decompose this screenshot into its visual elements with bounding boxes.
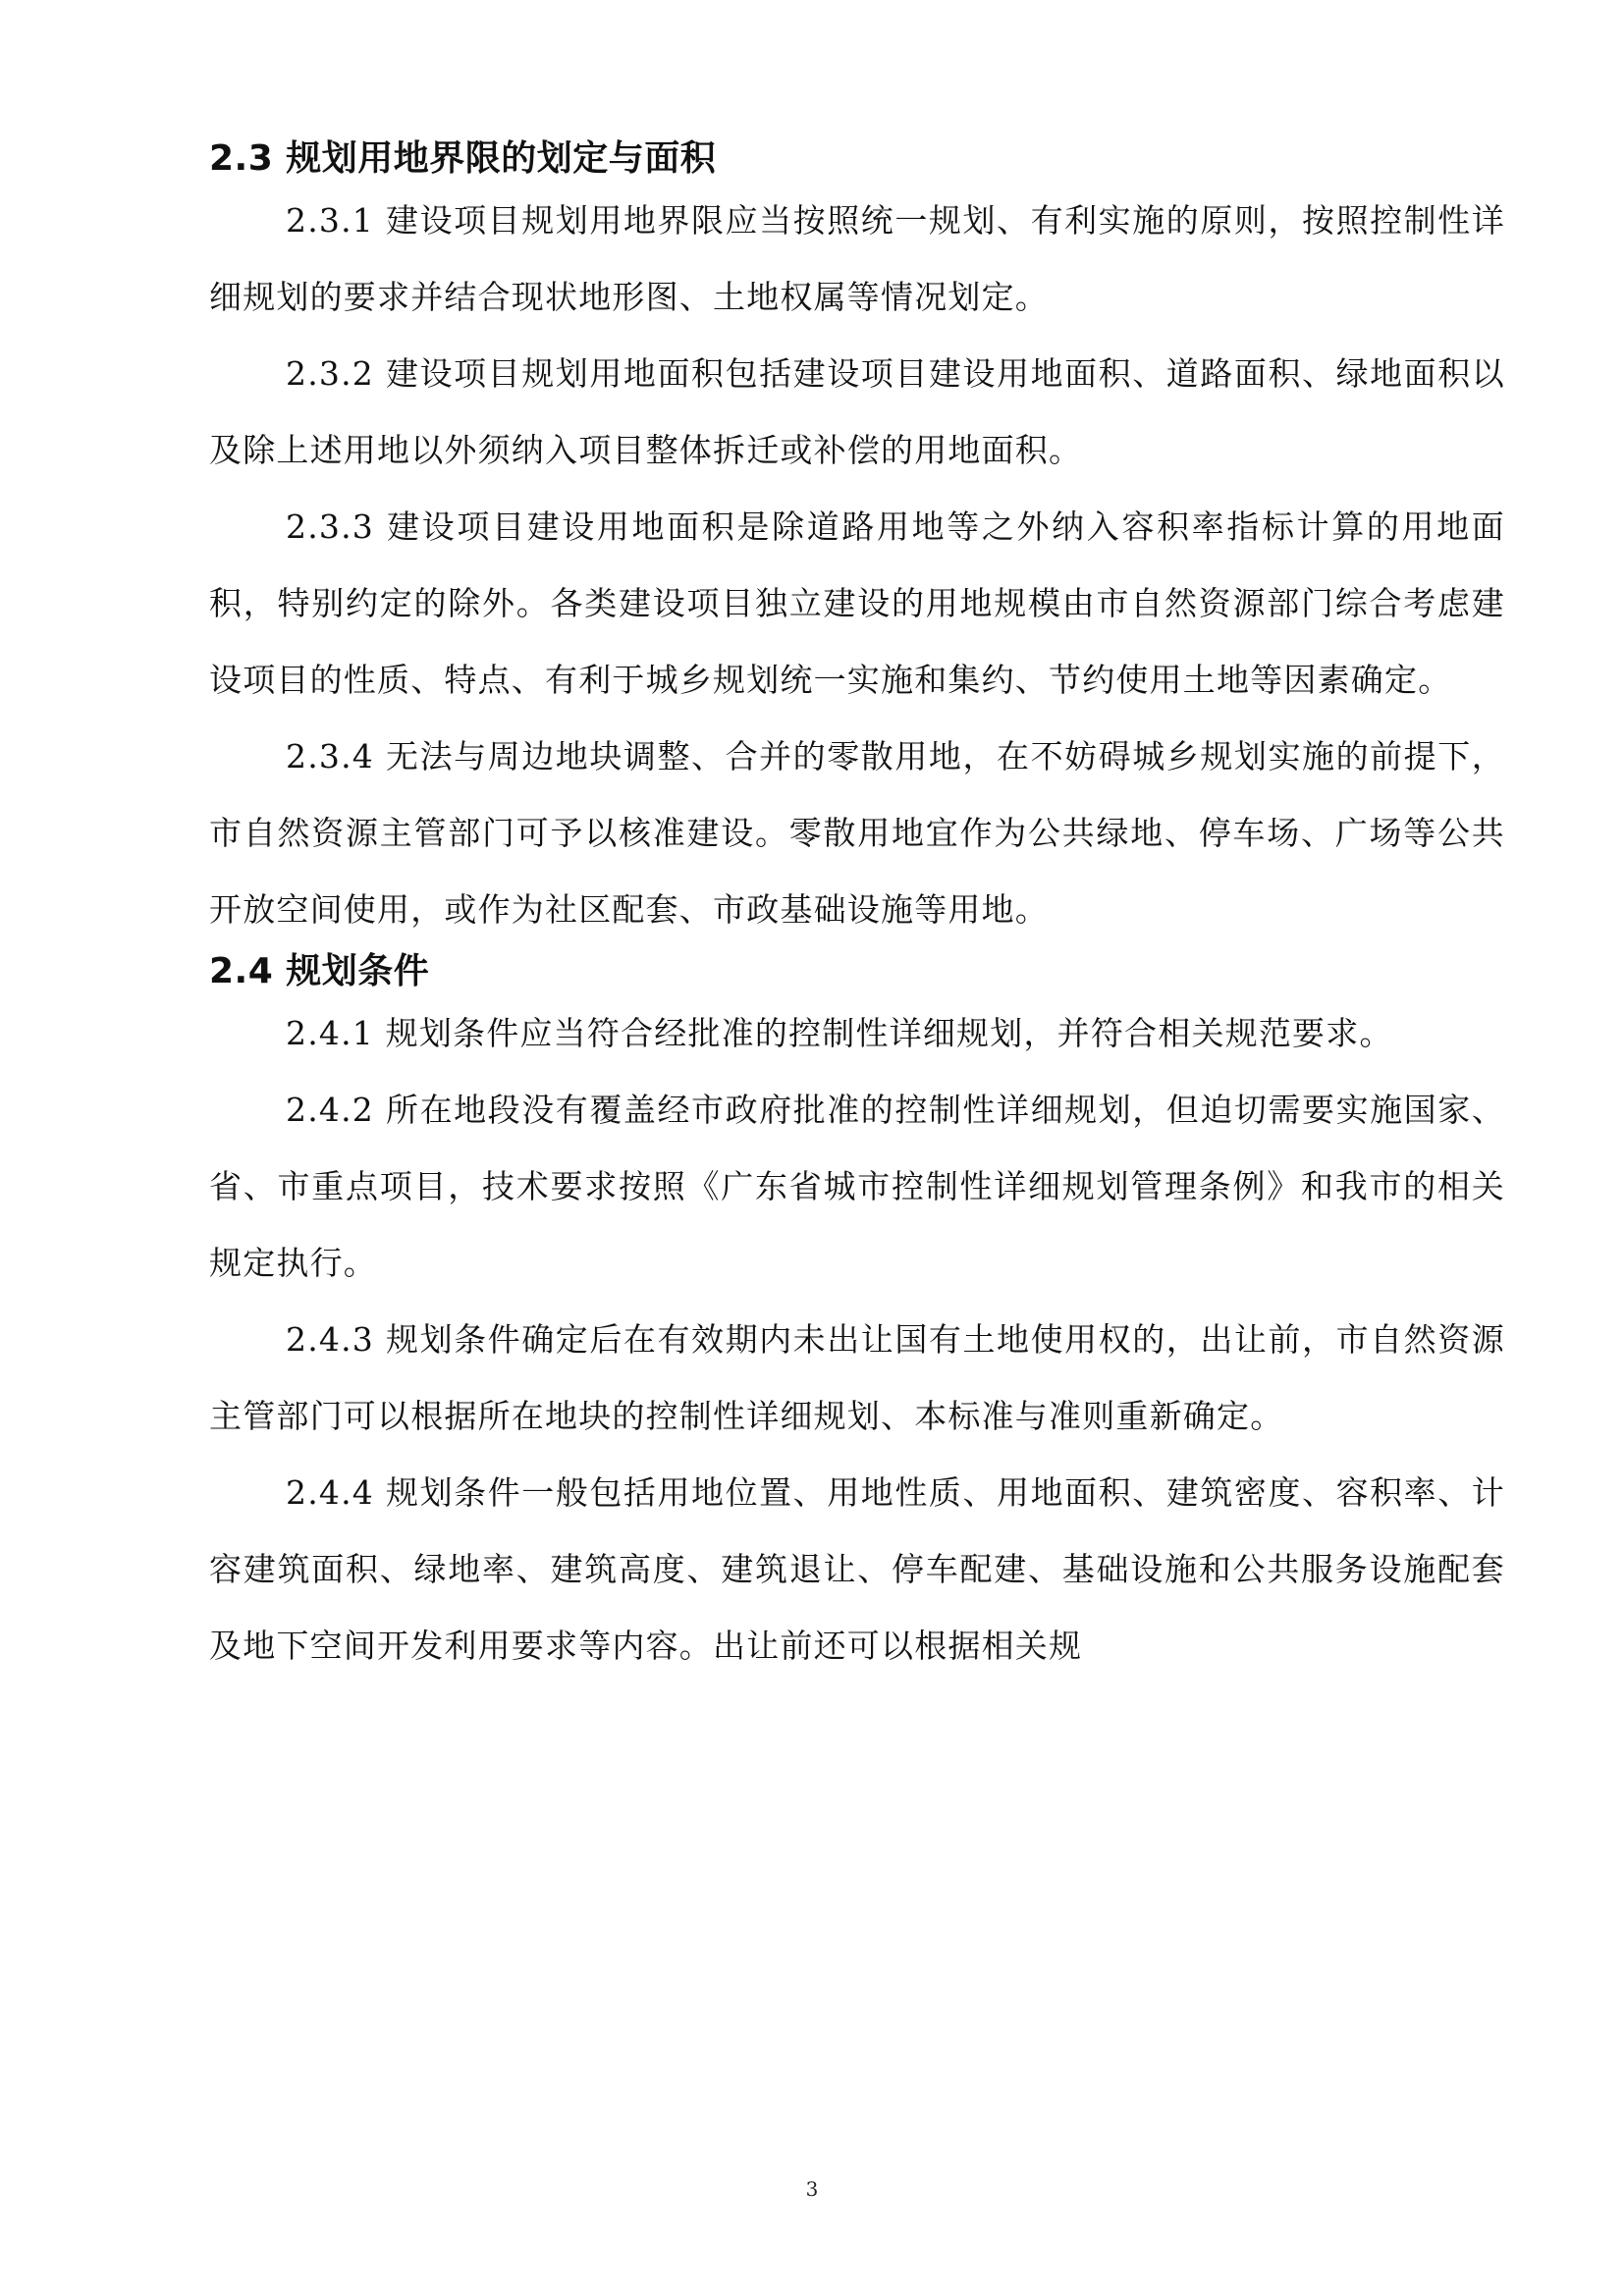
paragraph-2-4-2: 2.4.2 所在地段没有覆盖经市政府批准的控制性详细规划，但迫切需要实施国家、省、市重点项目，技术要求按照《广东省城市控制性详细规划管理条例》和我市的相关规定执行。 bbox=[209, 1091, 1505, 1282]
paragraph-2-3-2: 2.3.2 建设项目规划用地面积包括建设项目建设用地面积、道路面积、绿地面积以及除上述用地以外须纳入项目整体拆迁或补偿的用地面积。 bbox=[209, 354, 1505, 469]
paragraph-2-4-3: 2.4.3 规划条件确定后在有效期内未出让国有土地使用权的，出让前，市自然资源主管部门可以根据所在地块的控制性详细规划、本标准与准则重新确定。 bbox=[209, 1320, 1505, 1435]
paragraph-2-3-4: 2.3.4 无法与周边地块调整、合并的零散用地，在不妨碍城乡规划实施的前提下，市自然资源主管部门可予以核准建设。零散用地宜作为公共绿地、停车场、广场等公共开放空间使用，或作为社区配套、市政基础设施等用地。 bbox=[209, 737, 1505, 929]
paragraph-2-4-4: 2.4.4 规划条件一般包括用地位置、用地性质、用地面积、建筑密度、容积率、计容建筑面积、绿地率、建筑高度、建筑退让、停车配建、基础设施和公共服务设施配套及地下空间开发利用要求等内容。出让前还可以根据相关规 bbox=[209, 1473, 1505, 1665]
section-heading-2-3: 2.3 规划用地界限的划定与面积 bbox=[209, 138, 717, 179]
paragraph-2-3-1: 2.3.1 建设项目规划用地界限应当按照统一规划、有利实施的原则，按照控制性详细规划的要求并结合现状地形图、土地权属等情况划定。 bbox=[209, 201, 1505, 316]
paragraph-2-3-3: 2.3.3 建设项目建设用地面积是除道路用地等之外纳入容积率指标计算的用地面积，特别约定的除外。各类建设项目独立建设的用地规模由市自然资源部门综合考虑建设项目的性质、特点、有利于城乡规划统一实施和集约、节约使用土地等因素确定。 bbox=[209, 507, 1505, 699]
paragraph-2-4-1: 2.4.1 规划条件应当符合经批准的控制性详细规划，并符合相关规范要求。 bbox=[286, 1014, 1393, 1052]
section-heading-2-4: 2.4 规划条件 bbox=[209, 951, 430, 991]
page-number: 3 bbox=[805, 2177, 819, 2201]
page-body bbox=[209, 135, 1505, 1684]
